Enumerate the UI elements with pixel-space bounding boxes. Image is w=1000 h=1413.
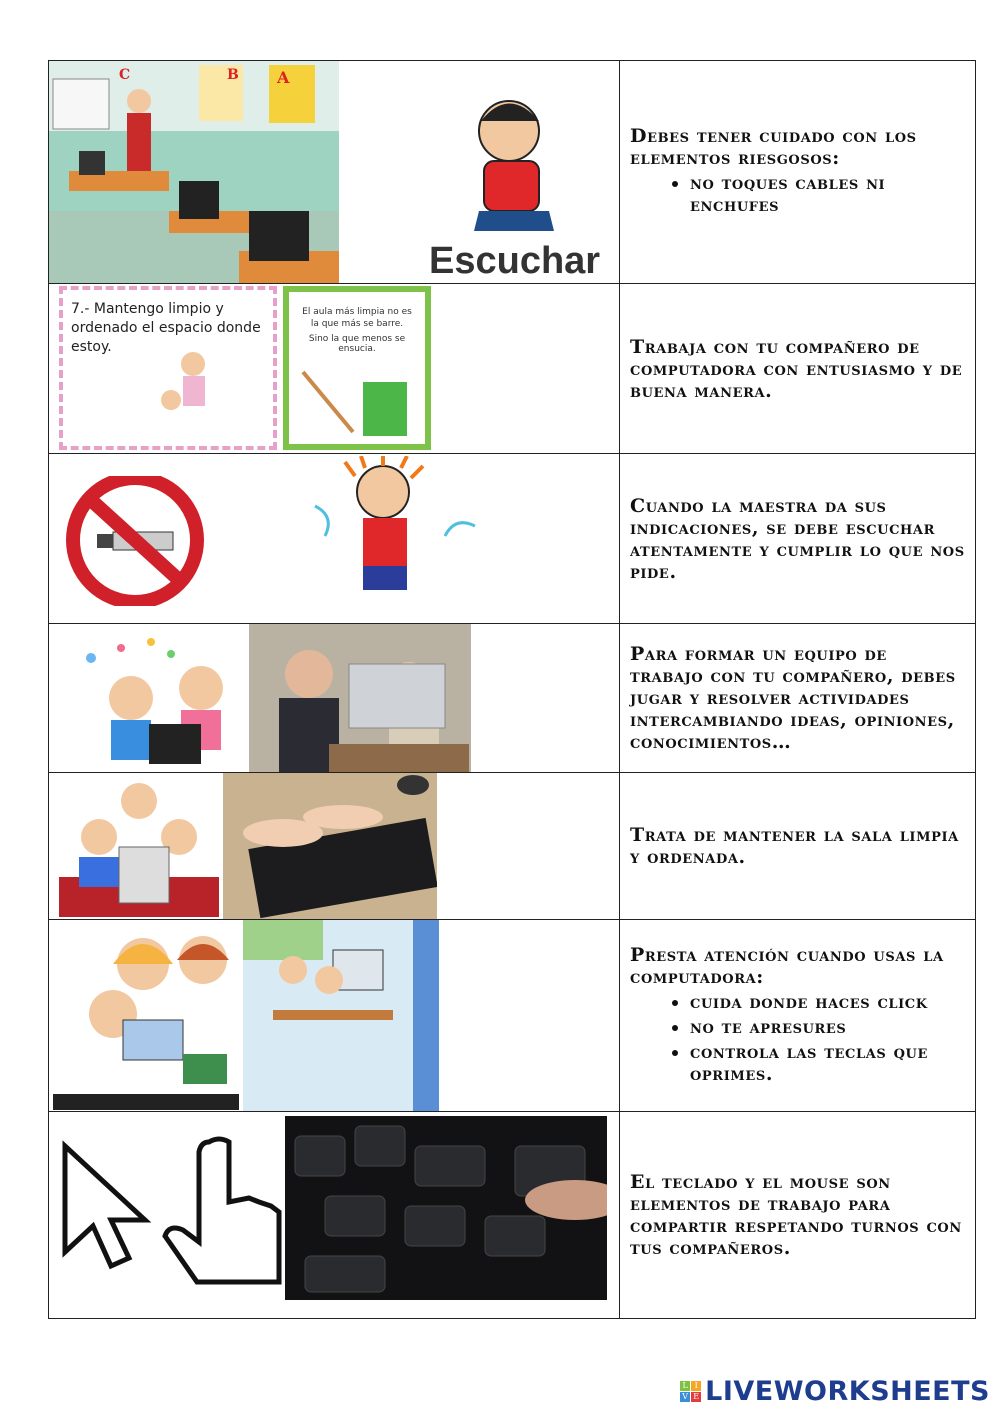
kids-with-laptop-illustration	[53, 924, 239, 1110]
rule-card	[59, 286, 277, 450]
rule-image-cell	[48, 1112, 620, 1318]
rule-bullets	[630, 991, 965, 1085]
card-quote-1: El aula más limpia no es la que más se barre.	[302, 307, 412, 329]
rule-row-2	[48, 284, 976, 454]
liveworksheets-logo	[680, 1376, 990, 1407]
bullet-item: • no toques cables ni enchufes	[690, 172, 965, 216]
logo-letter: E	[691, 1392, 701, 1402]
rule-image-cell	[48, 284, 620, 453]
no-plug-icon	[63, 476, 213, 606]
rule-row-4	[48, 624, 976, 773]
rule-text-cell	[620, 1112, 976, 1318]
rule-row-6	[48, 920, 976, 1112]
electric-shock-illustration	[305, 456, 495, 620]
kids-cleaning-illustration	[153, 350, 277, 420]
rule-row-7	[48, 1112, 976, 1319]
recycle-bin-icon	[293, 362, 423, 442]
logo-letter: I	[691, 1381, 701, 1391]
computer-lab-illustration	[243, 920, 439, 1111]
rule-text-cell	[620, 920, 976, 1111]
kids-laptop-photo	[249, 624, 471, 772]
poster-b-letter: B	[227, 67, 239, 83]
logo-letter: L	[680, 1381, 690, 1391]
rule-image-cell	[48, 61, 620, 283]
poster-c-letter: C	[119, 67, 131, 83]
rule-image-cell	[48, 624, 620, 772]
listening-boy-illustration	[429, 81, 620, 281]
classroom-illustration	[49, 61, 339, 283]
card-text: 7.- Mantengo limpio y ordenado el espacio donde estoy.	[71, 301, 261, 355]
kids-celebrating-illustration	[71, 628, 251, 768]
cursor-pointers-illustration	[59, 1132, 285, 1298]
keyboard-closeup-photo	[285, 1116, 607, 1300]
rule-row-5	[48, 773, 976, 920]
rules-table	[48, 60, 976, 1319]
escuchar-label: Escuchar	[429, 240, 601, 281]
poster-a-letter: A	[277, 68, 290, 87]
clean-class-card	[283, 286, 431, 450]
hands-keyboard-photo	[223, 773, 437, 919]
rule-text: Debes tener cuidado con los elementos riesgosos:	[630, 125, 917, 169]
brand-logo-icon	[680, 1381, 701, 1402]
kids-at-computer-illustration	[59, 777, 219, 917]
rule-text-cell	[620, 624, 976, 772]
rule-image-cell	[48, 454, 620, 623]
rule-text-cell	[620, 61, 976, 283]
rule-image-cell	[48, 773, 620, 919]
hand-cursor-icon	[165, 1139, 279, 1282]
rule-text: Trabaja con tu compañero de computadora con entusiasmo y de buena manera.	[630, 335, 963, 402]
rule-text: Cuando la maestra da sus indicaciones, se debe escuchar atentamente y cumplir lo que nos pide.	[630, 494, 965, 583]
bullet-item: • controla las teclas que oprimes.	[690, 1041, 965, 1085]
rule-text-cell	[620, 284, 976, 453]
rule-text: Para formar un equipo de trabajo con tu compañero, debes jugar y resolver actividades intercambiando ideas, opiniones, conocimientos…	[630, 643, 956, 753]
bullet-item: • cuida donde haces click	[690, 991, 965, 1013]
card-quote-2: Sino la que menos se ensucia.	[308, 334, 406, 354]
rule-image-cell	[48, 920, 620, 1111]
bullet-item: • no te apresures	[690, 1016, 965, 1038]
rule-row-1	[48, 60, 976, 284]
rule-text-cell	[620, 773, 976, 919]
logo-letter: V	[680, 1392, 690, 1402]
rule-text: Presta atención cuando usas la computadora:	[630, 943, 944, 988]
rule-text: El teclado y el mouse son elementos de trabajo para compartir respetando turnos con tus compañeros.	[630, 1171, 962, 1259]
arrow-cursor-icon	[65, 1146, 145, 1266]
rule-text: Trata de mantener la sala limpia y ordenada.	[630, 824, 959, 868]
rule-row-3	[48, 454, 976, 624]
rule-text-cell	[620, 454, 976, 623]
brand-name: LIVEWORKSHEETS	[705, 1376, 990, 1407]
rule-bullets	[630, 172, 965, 216]
